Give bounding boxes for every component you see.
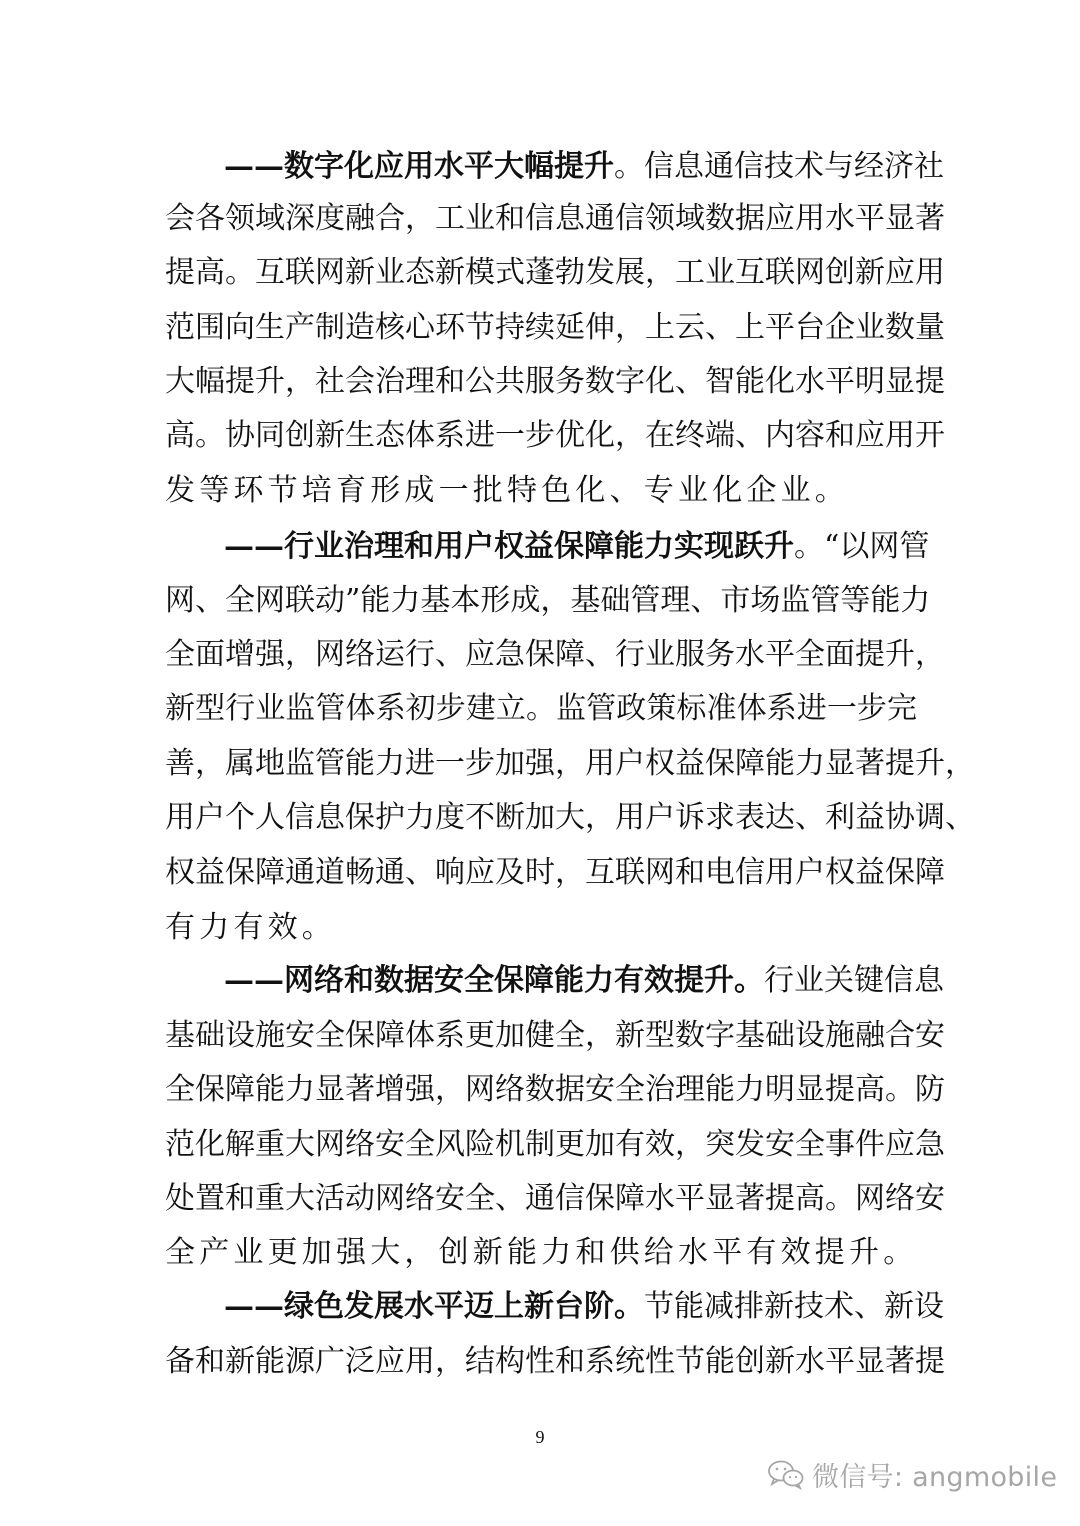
paragraph-1-text: 。信息通信技术与经济社 (614, 149, 944, 184)
paragraph-2-line-3: 全面增强，网络运行、应急保障、行业服务水平全面提升， (165, 637, 945, 672)
paragraph-3-line-3: 全保障能力显著增强，网络数据安全治理能力明显提高。防 (165, 1072, 945, 1107)
paragraph-2-line-6: 用户个人信息保护力度不断加大，用户诉求表达、利益协调、 (165, 800, 975, 835)
paragraph-4-line-1 (224, 1289, 944, 1324)
paragraph-3-line-4: 范化解重大网络安全风险机制更加有效，突发安全事件应急 (165, 1127, 945, 1162)
page-number: 9 (535, 1427, 545, 1447)
watermark (766, 1456, 1057, 1492)
paragraph-2-line-7: 权益保障通道畅通、响应及时，互联网和电信用户权益保障 (165, 855, 945, 890)
paragraph-3-line-6: 全产业更加强大，创新能力和供给水平有效提升。 (165, 1235, 918, 1270)
paragraph-2-line-5: 善，属地监管能力进一步加强，用户权益保障能力显著提升， (165, 746, 975, 781)
paragraph-4-heading: ——绿色发展水平迈上新台阶。 (224, 1289, 644, 1324)
paragraph-1-line-1 (224, 149, 944, 184)
paragraph-2-text: 。“以网管 (794, 529, 930, 564)
paragraph-3-line-2: 基础设施安全保障体系更加健全，新型数字基础设施融合安 (165, 1018, 945, 1053)
paragraph-2-line-2: 网、全网联动”能力基本形成，基础管理、市场监管等能力 (165, 583, 931, 618)
paragraph-4-text: 节能减排新技术、新设 (644, 1289, 944, 1324)
paragraph-1-line-5: 大幅提升，社会治理和公共服务数字化、智能化水平明显提 (165, 364, 945, 399)
paragraph-2-line-4: 新型行业监管体系初步建立。监管政策标准体系进一步完 (165, 691, 917, 726)
paragraph-1-line-3: 提高。互联网新业态新模式蓬勃发展，工业互联网创新应用 (165, 255, 945, 290)
paragraph-1-line-6: 高。协同创新生态体系进一步优化，在终端、内容和应用开 (165, 418, 945, 453)
paragraph-1-line-7: 发等环节培育形成一批特色化、专业化企业。 (165, 473, 849, 508)
paragraph-2-line-1 (224, 529, 930, 564)
paragraph-1-line-4: 范围向生产制造核心环节持续延伸，上云、上平台企业数量 (165, 310, 945, 345)
paragraph-3-line-5: 处置和重大活动网络安全、通信保障水平显著提高。网络安 (165, 1181, 945, 1216)
paragraph-1-heading: ——数字化应用水平大幅提升 (224, 149, 614, 184)
wechat-icon (766, 1458, 806, 1490)
paragraph-2-heading: ——行业治理和用户权益保障能力实现跃升 (224, 529, 794, 564)
paragraph-3-heading: ——网络和数据安全保障能力有效提升。 (224, 963, 764, 998)
paragraph-3-line-1 (224, 963, 944, 998)
paragraph-3-text: 行业关键信息 (764, 963, 944, 998)
paragraph-4-line-2: 备和新能源广泛应用，结构性和系统性节能创新水平显著提 (165, 1344, 945, 1379)
paragraph-1-line-2: 会各领域深度融合，工业和信息通信领域数据应用水平显著 (165, 201, 945, 236)
paragraph-2-line-8: 有力有效。 (165, 910, 336, 945)
watermark-text: 微信号: angmobile (812, 1461, 1058, 1493)
